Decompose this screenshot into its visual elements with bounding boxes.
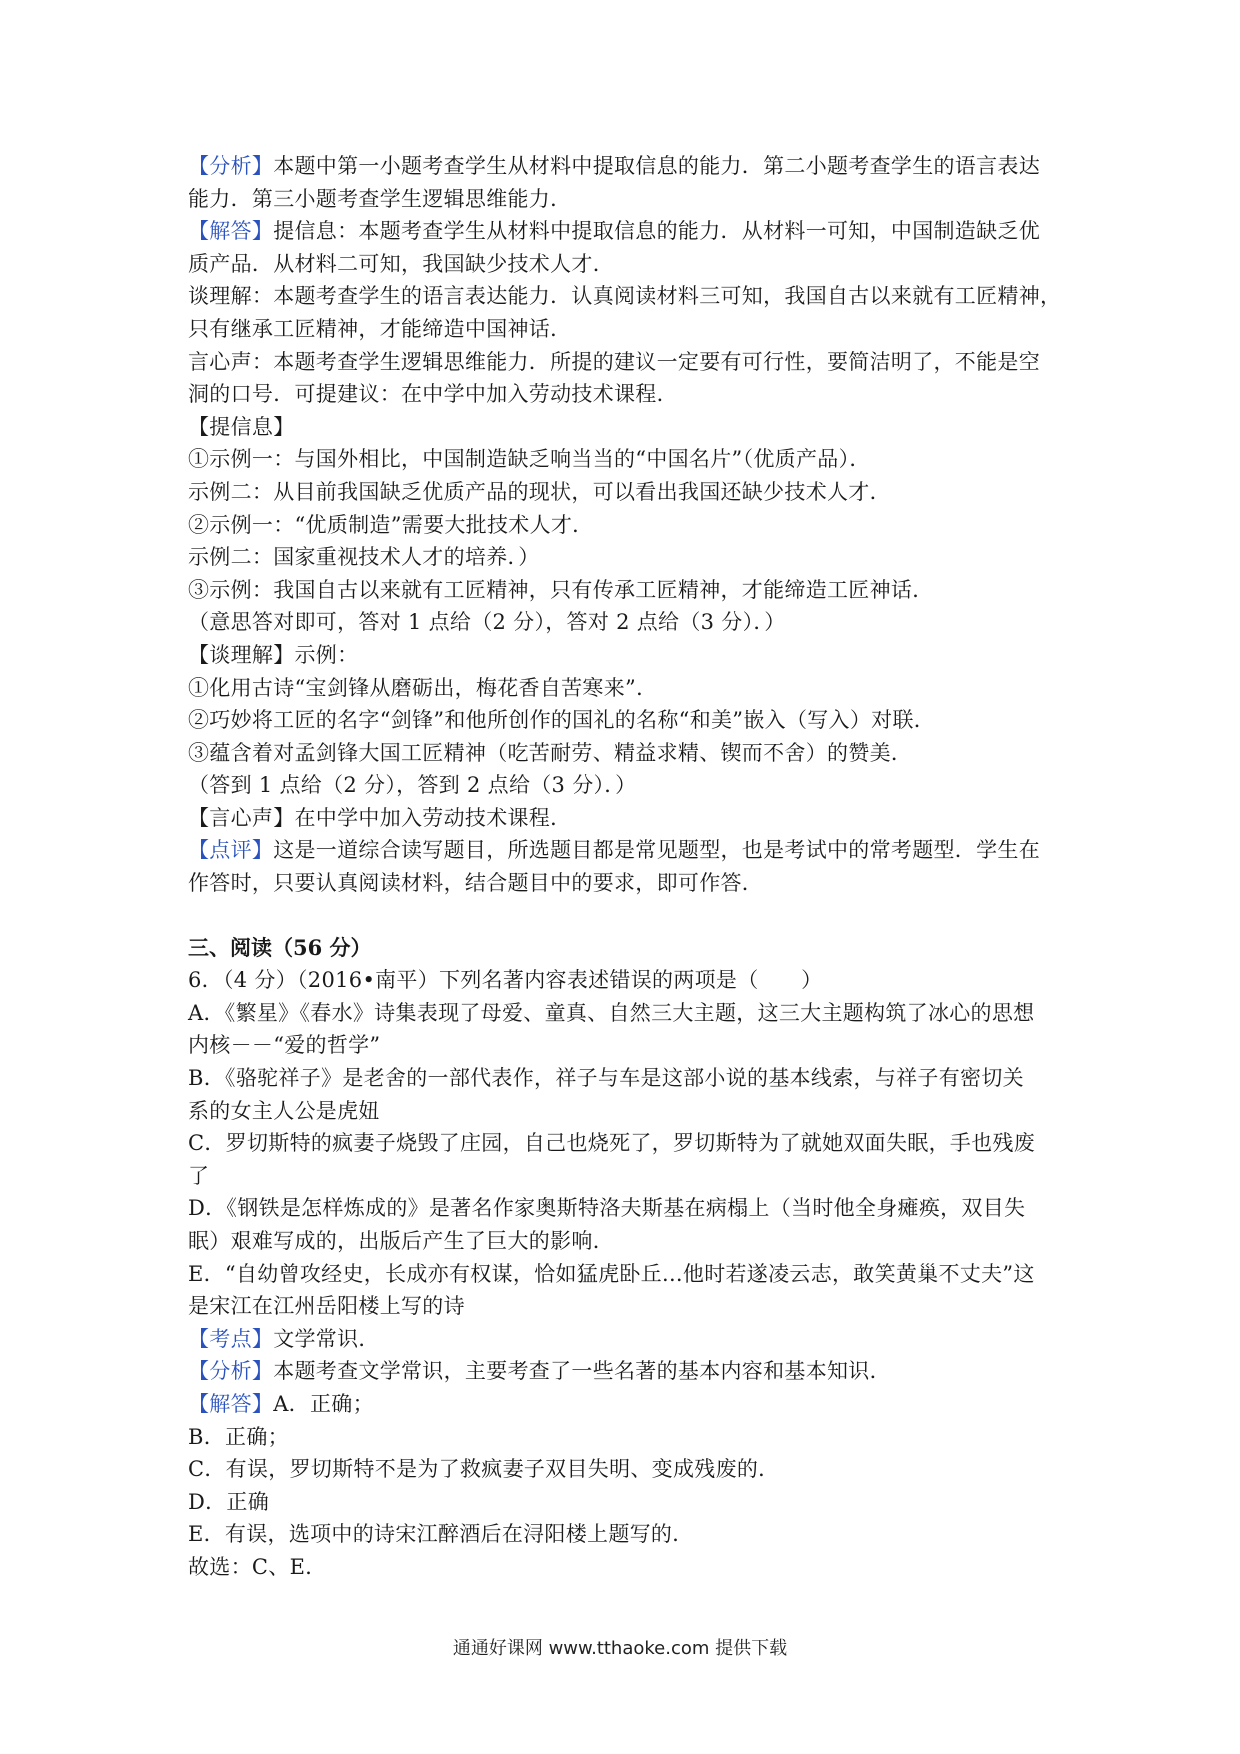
text-line bbox=[188, 378, 1068, 411]
text-line bbox=[188, 509, 1068, 542]
text-line bbox=[188, 997, 1068, 1030]
line-text: ③示例：我国自古以来就有工匠精神，只有传承工匠精神，才能缔造工匠神话． bbox=[188, 577, 934, 602]
text-line bbox=[188, 672, 1068, 705]
line-text: A．正确； bbox=[273, 1391, 374, 1416]
text-line bbox=[188, 313, 1068, 346]
line-text: （答到 1 点给（2 分），答到 2 点给（3 分）．） bbox=[188, 773, 637, 798]
text-line bbox=[188, 248, 1068, 281]
answer-analysis-block bbox=[188, 150, 1068, 900]
line-text: C．罗切斯特的疯妻子烧毁了庄园，自己也烧死了，罗切斯特为了就她双面失眠，手也残废 bbox=[188, 1131, 1036, 1156]
section-tag: 【考点】 bbox=[188, 1326, 274, 1351]
line-text: 示例二：国家重视技术人才的培养．） bbox=[188, 545, 540, 570]
line-text: 能力．第三小题考查学生逻辑思维能力． bbox=[188, 186, 572, 211]
text-line bbox=[188, 1486, 1068, 1519]
text-line bbox=[188, 1323, 1068, 1356]
line-text: 只有继承工匠精神，才能缔造中国神话． bbox=[188, 316, 572, 341]
text-line bbox=[188, 183, 1068, 216]
text-line bbox=[188, 476, 1068, 509]
text-line bbox=[188, 1095, 1068, 1128]
line-text: D．《钢铁是怎样炼成的》是著名作家奥斯特洛夫斯基在病榻上（当时他全身瘫痪，双目失 bbox=[188, 1196, 1026, 1221]
line-text: 谈理解：本题考查学生的语言表达能力．认真阅读材料三可知，我国自古以来就有工匠精神， bbox=[188, 284, 1062, 309]
line-text: 6．（4 分）（2016•南平）下列名著内容表述错误的两项是（ ） bbox=[188, 968, 823, 993]
text-line bbox=[188, 1225, 1068, 1258]
line-text: ①化用古诗“宝剑锋从磨砺出，梅花香自苦寒来”． bbox=[188, 675, 658, 700]
text-line bbox=[188, 1421, 1068, 1454]
text-line bbox=[188, 1127, 1068, 1160]
line-text: E．有误，选项中的诗宋江醉酒后在浔阳楼上题写的． bbox=[188, 1522, 694, 1547]
text-line bbox=[188, 411, 1068, 444]
line-text: C．有误，罗切斯特不是为了救疯妻子双目失明、变成残废的． bbox=[188, 1457, 780, 1482]
text-line bbox=[188, 215, 1068, 248]
text-line bbox=[188, 802, 1068, 835]
text-line bbox=[188, 443, 1068, 476]
line-text: D．正确 bbox=[188, 1489, 270, 1514]
line-text: ①示例一：与国外相比，中国制造缺乏响当当的“中国名片”（优质产品）． bbox=[188, 447, 871, 472]
text-line bbox=[188, 150, 1068, 183]
line-text: 【谈理解】示例： bbox=[188, 642, 359, 667]
text-line bbox=[188, 834, 1068, 867]
line-text: ③蕴含着对孟剑锋大国工匠精神（吃苦耐劳、精益求精、锲而不舍）的赞美． bbox=[188, 740, 913, 765]
text-line bbox=[188, 1062, 1068, 1095]
text-line bbox=[188, 1290, 1068, 1323]
line-text: 质产品．从材料二可知，我国缺少技术人才． bbox=[188, 251, 614, 276]
text-line bbox=[188, 867, 1068, 900]
text-line bbox=[188, 1160, 1068, 1193]
line-text: 本题中第一小题考查学生从材料中提取信息的能力．第二小题考查学生的语言表达 bbox=[273, 154, 1040, 178]
text-line bbox=[188, 704, 1068, 737]
line-text: 文学常识． bbox=[273, 1326, 380, 1351]
text-line bbox=[188, 1518, 1068, 1551]
section-tag: 【分析】 bbox=[188, 154, 274, 178]
line-text: E．“自幼曾攻经史，长成亦有权谋，恰如猛虎卧丘...他时若遂凌云志，敢笑黄巢不丈夫”这 bbox=[188, 1261, 1035, 1286]
document-content bbox=[188, 150, 1068, 1584]
line-text: ②示例一：“优质制造”需要大批技术人才． bbox=[188, 512, 594, 537]
question-6-block bbox=[188, 964, 1068, 1583]
line-text: 故选：C、E． bbox=[188, 1554, 327, 1579]
line-text: 【提信息】 bbox=[188, 414, 295, 439]
line-text: ②巧妙将工匠的名字“剑锋”和他所创作的国礼的名称“和美”嵌入（写入）对联． bbox=[188, 708, 936, 733]
text-line bbox=[188, 1192, 1068, 1225]
text-line bbox=[188, 1355, 1068, 1388]
text-line bbox=[188, 1029, 1068, 1062]
line-text: 是宋江在江州岳阳楼上写的诗 bbox=[188, 1294, 465, 1319]
line-text: 提信息：本题考查学生从材料中提取信息的能力．从材料一可知，中国制造缺乏优 bbox=[273, 219, 1040, 244]
section-heading: 三、阅读（56 分） bbox=[188, 934, 372, 960]
line-text: 内核－－“爱的哲学” bbox=[188, 1033, 381, 1058]
section-tag: 【解答】 bbox=[188, 219, 274, 244]
line-text: B．《骆驼祥子》是老舍的一部代表作，祥子与车是这部小说的基本线索，与祥子有密切关 bbox=[188, 1066, 1024, 1091]
text-line bbox=[188, 1551, 1068, 1584]
line-text: 洞的口号．可提建议：在中学中加入劳动技术课程． bbox=[188, 382, 678, 407]
section-tag: 【解答】 bbox=[188, 1391, 274, 1416]
line-text: 本题考查文学常识，主要考查了一些名著的基本内容和基本知识． bbox=[273, 1359, 891, 1384]
line-text: 【言心声】在中学中加入劳动技术课程． bbox=[188, 805, 572, 830]
line-text: 示例二：从目前我国缺乏优质产品的现状，可以看出我国还缺少技术人才． bbox=[188, 479, 891, 504]
page-footer: 通通好课网 www.tthaoke.com 提供下载 bbox=[452, 1638, 788, 1659]
line-text: （意思答对即可，答对 1 点给（2 分），答对 2 点给（3 分）．） bbox=[188, 610, 786, 635]
section-tag: 【分析】 bbox=[188, 1359, 274, 1384]
line-text: 作答时，只要认真阅读材料，结合题目中的要求，即可作答． bbox=[188, 871, 764, 896]
text-line bbox=[188, 1453, 1068, 1486]
section-tag: 【点评】 bbox=[188, 838, 274, 863]
text-line bbox=[188, 574, 1068, 607]
line-text: 了 bbox=[188, 1163, 210, 1188]
text-line bbox=[188, 541, 1068, 574]
line-text: 这是一道综合读写题目，所选题目都是常见题型，也是考试中的常考题型．学生在 bbox=[273, 838, 1040, 863]
line-text: 系的女主人公是虎妞 bbox=[188, 1098, 380, 1123]
line-text: A．《繁星》《春水》诗集表现了母爱、童真、自然三大主题，这三大主题构筑了冰心的思想 bbox=[188, 1000, 1035, 1025]
line-text: 言心声：本题考查学生逻辑思维能力．所提的建议一定要有可行性，要简洁明了，不能是空 bbox=[188, 349, 1040, 374]
text-line bbox=[188, 346, 1068, 379]
line-text: B．正确； bbox=[188, 1424, 289, 1449]
text-line bbox=[188, 639, 1068, 672]
text-line bbox=[188, 1388, 1068, 1421]
text-line bbox=[188, 964, 1068, 997]
text-line bbox=[188, 606, 1068, 639]
text-line bbox=[188, 737, 1068, 770]
line-text: 眠）艰难写成的，出版后产生了巨大的影响． bbox=[188, 1229, 614, 1253]
text-line bbox=[188, 769, 1068, 802]
text-line bbox=[188, 1258, 1068, 1291]
text-line bbox=[188, 280, 1068, 313]
